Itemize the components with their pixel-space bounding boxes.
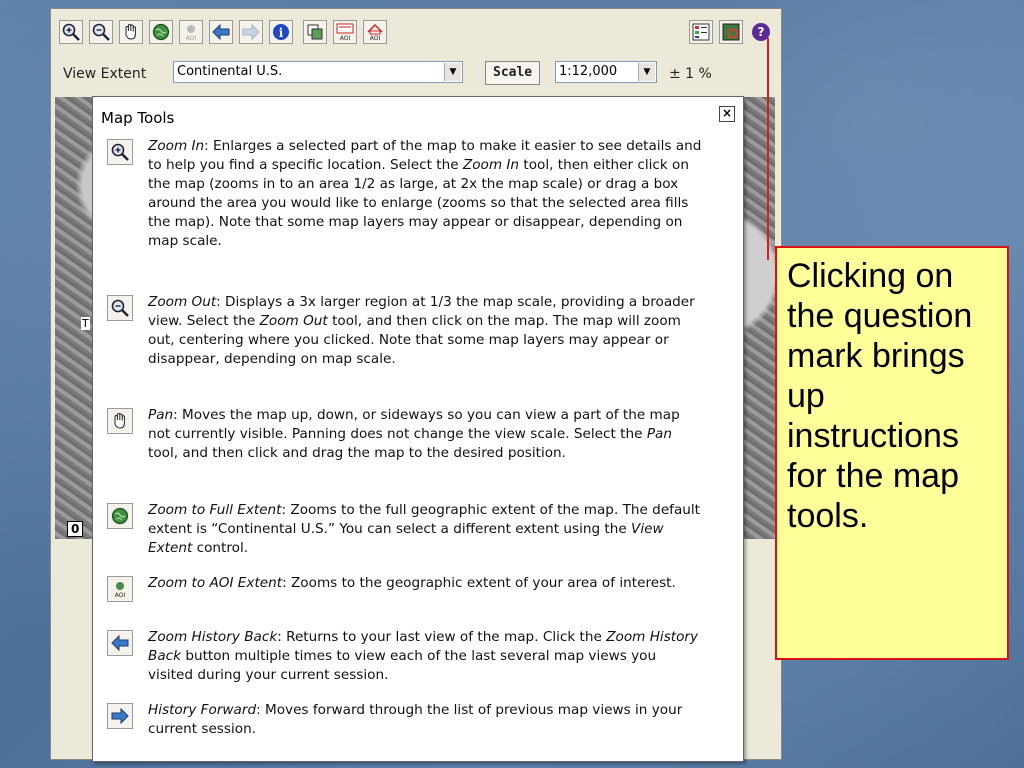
callout-box xyxy=(775,246,1009,660)
view-extent-label: View Extent xyxy=(63,66,147,82)
aoi-icon xyxy=(107,576,133,602)
help-dialog-title: Map Tools xyxy=(101,109,175,127)
map-scale-bar: 0 xyxy=(67,521,83,537)
chevron-down-icon[interactable]: ▼ xyxy=(444,63,461,81)
view-extent-row xyxy=(63,61,773,87)
help-entry-text: Zoom In: Enlarges a selected part of the map to make it easier to see details and to help you find a specific location. Select the Zoom In tool, then either click on the map (zooms in to an area 1/2 as large, at 2x the map scale) or drag a box around the area you would like to enlarge (zooms so that the selected area fills the map). Note that some map layers may appear or disappear, depending on map scale. xyxy=(148,138,702,249)
scale-button[interactable]: Scale xyxy=(485,61,540,85)
close-icon[interactable]: × xyxy=(719,106,735,122)
arrow-forward-disabled-icon[interactable] xyxy=(239,20,263,44)
zoom-in-icon[interactable] xyxy=(59,20,83,44)
help-entry-text: Zoom to Full Extent: Zooms to the full geographic extent of the map. The default extent is “Continental U.S.” You can select a different extent using the View Extent control. xyxy=(148,502,701,556)
pan-hand-icon xyxy=(107,408,133,434)
zoom-in-icon xyxy=(107,139,133,165)
zoom-out-icon[interactable] xyxy=(89,20,113,44)
help-entry-text: Pan: Moves the map up, down, or sideways so you can view a part of the map not currently visible. Panning does not change the view scale. Select the Pan tool, and then click and drag the map to the desired position. xyxy=(148,407,680,461)
globe-icon xyxy=(107,503,133,529)
scale-tolerance: ± 1 % xyxy=(669,66,712,82)
help-entry-text: History Forward: Moves forward through the list of previous map views in your current session. xyxy=(148,702,683,737)
svg-text:i: i xyxy=(278,26,284,40)
callout-pointer-line xyxy=(767,38,769,260)
info-icon[interactable] xyxy=(269,20,293,44)
arrow-back-icon xyxy=(107,630,133,656)
chevron-down-icon[interactable]: ▼ xyxy=(638,63,655,81)
legend-icon[interactable] xyxy=(689,20,713,44)
help-entry-text: Zoom to AOI Extent: Zooms to the geographic extent of your area of interest. xyxy=(148,575,676,591)
layers-icon[interactable] xyxy=(303,20,327,44)
help-entry-text: Zoom Out: Displays a 3x larger region at 1/3 the map scale, providing a broader view. Select the Zoom Out tool, and then click on the map. The map will zoom out, centering where you clicked. Note that some map layers may appear or disappear, depending on map scale. xyxy=(148,294,695,367)
svg-text:AOI: AOI xyxy=(339,35,351,42)
view-extent-value: Continental U.S. xyxy=(177,64,283,79)
svg-text:AOI: AOI xyxy=(185,35,197,42)
arrow-forward-icon xyxy=(107,703,133,729)
aoi-map-icon[interactable] xyxy=(333,20,357,44)
view-extent-select[interactable] xyxy=(173,61,463,83)
help-question-icon[interactable]: ? xyxy=(752,23,770,41)
scale-select[interactable] xyxy=(555,61,657,83)
arrow-back-icon[interactable] xyxy=(209,20,233,44)
overview-map-icon[interactable] xyxy=(719,20,743,44)
pan-hand-icon[interactable] xyxy=(119,20,143,44)
callout-text: Clicking on the question mark brings up instructions for the map tools. xyxy=(787,257,973,535)
help-entry-text: Zoom History Back: Returns to your last view of the map. Click the Zoom History Back button multiple times to view each of the last several map views you visited during your current session. xyxy=(148,629,699,683)
scale-value: 1:12,000 xyxy=(559,64,618,79)
aoi-house-icon[interactable] xyxy=(363,20,387,44)
svg-text:AOI: AOI xyxy=(369,35,381,42)
globe-icon[interactable] xyxy=(149,20,173,44)
svg-text:AOI: AOI xyxy=(114,592,126,599)
map-label: T xyxy=(82,317,89,330)
map-tools-help-dialog xyxy=(92,96,744,762)
zoom-out-icon xyxy=(107,295,133,321)
aoi-disabled-icon[interactable] xyxy=(179,20,203,44)
